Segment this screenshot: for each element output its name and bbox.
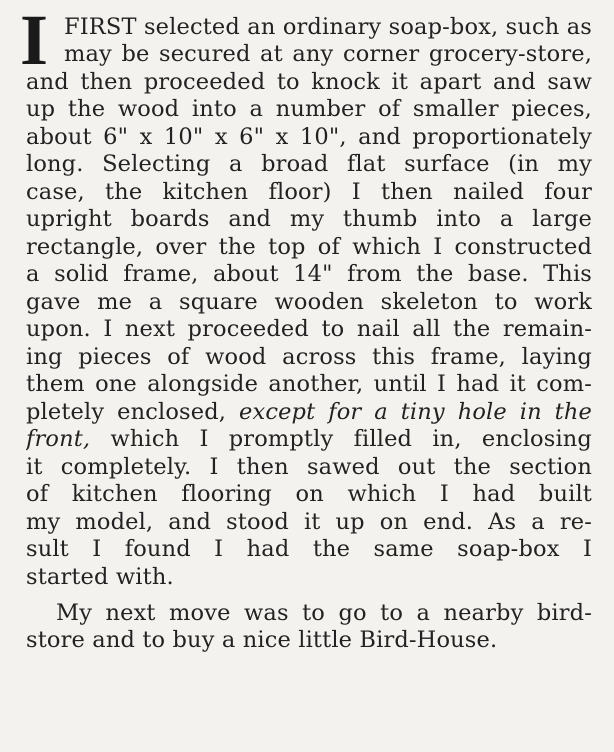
italic-text-segment: except for a tiny hole in the [239,399,592,425]
text-line: of kitchen flooring on which I had built [26,481,592,507]
text-line: rectangle, over the top of which I constructed [26,234,592,260]
text-segment: pletely enclosed, [26,399,227,425]
text-line-mixed [26,426,592,452]
text-line: sult I found I had the same soap-box I [26,536,592,562]
text-line: and then proceeded to knock it apart and saw [26,69,592,95]
text-line: upon. I next proceeded to nail all the remain- [26,316,592,342]
text-line: long. Selecting a broad flat surface (in my [26,151,592,177]
text-line: up the wood into a number of smaller pieces, [26,96,592,122]
text-line: a solid frame, about 14" from the base. This [26,261,592,287]
drop-cap: I [20,0,49,80]
text-line: my model, and stood it up on end. As a re- [26,509,592,535]
italic-text-segment: front, [26,426,91,452]
text-line-indented [26,600,592,626]
text-line: it completely. I then sawed out the section [26,454,592,480]
text-line-mixed [26,399,592,425]
text-segment: My next move was to go to a nearby bird- [56,600,592,626]
text-segment: which I promptly filled in, enclosing [110,426,592,452]
text-line: store and to buy a nice little Bird-House. [26,627,498,653]
text-line: about 6" x 10" x 6" x 10", and proportionately [26,124,592,150]
text-line: ing pieces of wood across this frame, laying [26,344,592,370]
text-line: case, the kitchen floor) I then nailed four [26,179,592,205]
text-line: FIRST selected an ordinary soap-box, such as [64,14,592,40]
text-line: gave me a square wooden skeleton to work [26,289,592,315]
text-line: may be secured at any corner grocery-store, [64,41,592,67]
text-line: started with. [26,564,174,590]
text-line: them one alongside another, until I had it com- [26,371,592,397]
text-line: upright boards and my thumb into a large [26,206,592,232]
